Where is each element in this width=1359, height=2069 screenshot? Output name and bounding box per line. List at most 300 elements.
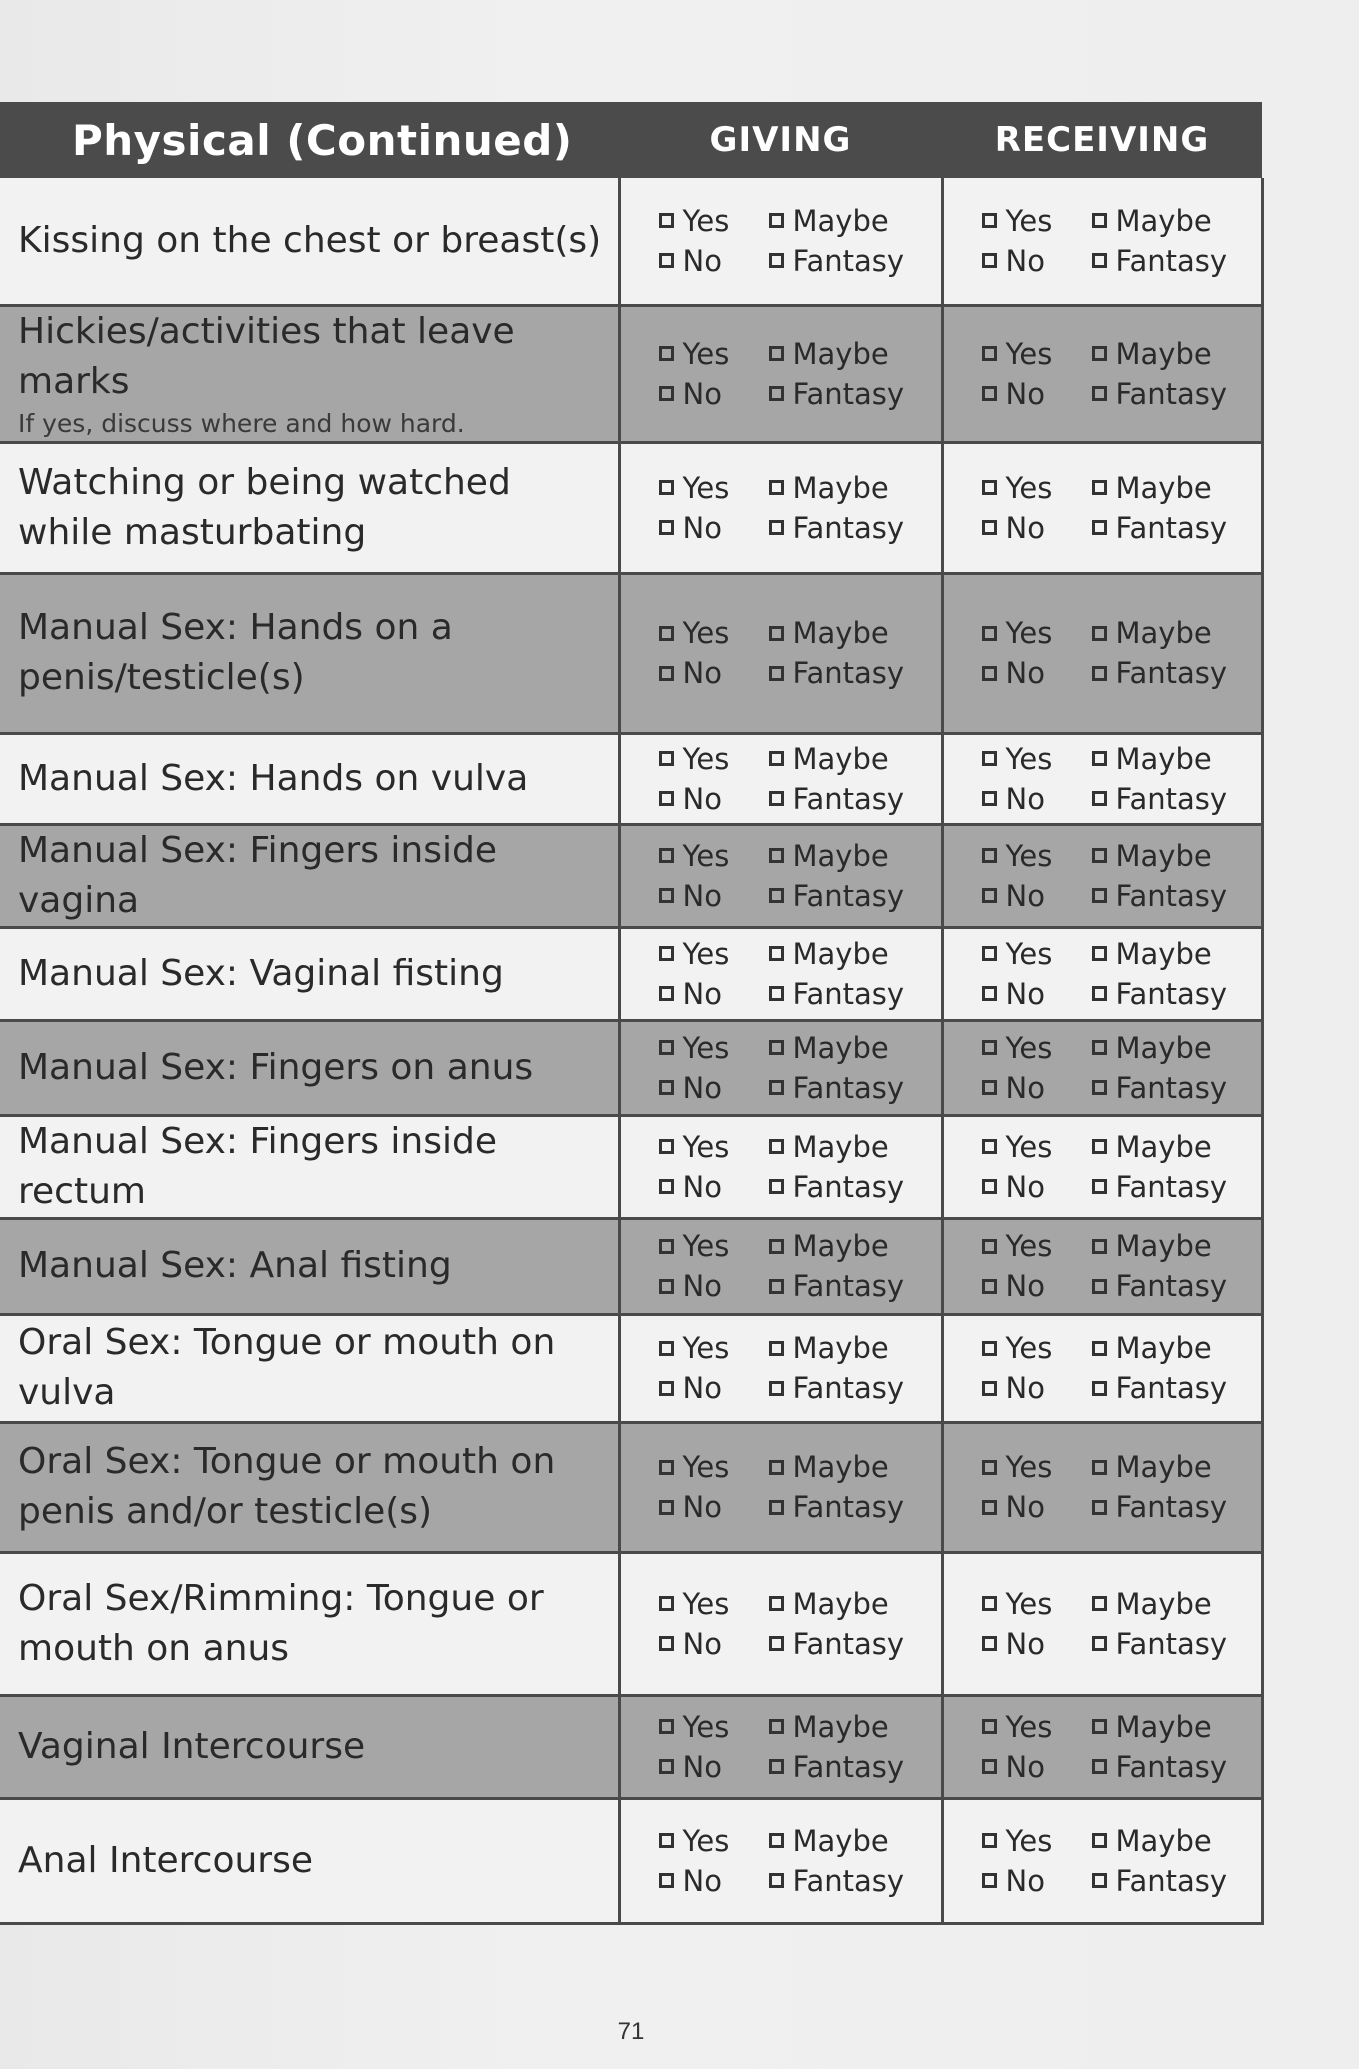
checkbox-icon[interactable] xyxy=(1092,520,1107,535)
receiving-option-fantasy[interactable] xyxy=(1092,653,1242,693)
checkbox-icon[interactable] xyxy=(1092,1719,1107,1734)
checkbox-icon[interactable] xyxy=(1092,1460,1107,1475)
checkbox-icon[interactable] xyxy=(982,386,997,401)
table-header xyxy=(0,102,1262,178)
checkbox-icon[interactable] xyxy=(1092,1381,1107,1396)
receiving-option-yes[interactable] xyxy=(982,1226,1092,1266)
receiving-option-maybe[interactable] xyxy=(1092,836,1242,876)
giving-option-maybe[interactable] xyxy=(769,1447,919,1487)
giving-option-yes[interactable] xyxy=(659,934,769,974)
checkbox-icon[interactable] xyxy=(982,1341,997,1356)
giving-option-no[interactable] xyxy=(659,974,769,1014)
giving-options xyxy=(619,1695,942,1798)
checkbox-icon[interactable] xyxy=(1092,1596,1107,1611)
checkbox-icon[interactable] xyxy=(1092,346,1107,361)
checkbox-icon[interactable] xyxy=(769,946,784,961)
receiving-option-fantasy[interactable] xyxy=(1092,1068,1242,1108)
checkbox-icon[interactable] xyxy=(1092,751,1107,766)
checkbox-icon[interactable] xyxy=(1092,848,1107,863)
giving-options xyxy=(619,573,942,733)
receiving-option-maybe[interactable] xyxy=(1092,468,1242,508)
checkbox-icon[interactable] xyxy=(982,1040,997,1055)
option-label: No xyxy=(1005,976,1045,1011)
checkbox-icon[interactable] xyxy=(769,626,784,641)
giving-options xyxy=(619,1314,942,1422)
giving-option-no[interactable] xyxy=(659,1487,769,1527)
receiving-option-fantasy[interactable] xyxy=(1092,1747,1242,1787)
option-label: Fantasy xyxy=(792,1749,905,1784)
checkbox-icon[interactable] xyxy=(982,946,997,961)
option-label: Fantasy xyxy=(792,1490,905,1524)
table-row xyxy=(0,573,1262,733)
checkbox-icon[interactable] xyxy=(982,1500,997,1515)
giving-option-yes[interactable] xyxy=(659,1707,769,1747)
option-label: Fantasy xyxy=(1115,1371,1228,1405)
checkbox-icon[interactable] xyxy=(982,1873,997,1888)
option-label: No xyxy=(1005,1863,1045,1898)
checkbox-icon[interactable] xyxy=(769,1833,784,1848)
activity-cell xyxy=(0,1314,619,1422)
checkbox-icon[interactable] xyxy=(659,1080,674,1095)
giving-option-maybe[interactable] xyxy=(769,1328,919,1368)
checkbox-icon[interactable] xyxy=(1092,1279,1107,1294)
receiving-option-fantasy[interactable] xyxy=(1092,1368,1242,1408)
checkbox-icon[interactable] xyxy=(769,386,784,401)
receiving-option-maybe[interactable] xyxy=(1092,1707,1242,1747)
receiving-option-no[interactable] xyxy=(982,876,1092,916)
checkbox-icon[interactable] xyxy=(982,1080,997,1095)
activity-cell xyxy=(0,1422,619,1552)
receiving-options xyxy=(942,1422,1262,1552)
checkbox-icon[interactable] xyxy=(769,791,784,806)
option-label: Yes xyxy=(682,1450,730,1484)
receiving-option-maybe[interactable] xyxy=(1092,201,1242,241)
receiving-option-fantasy[interactable] xyxy=(1092,1861,1242,1901)
checkbox-icon[interactable] xyxy=(659,213,674,228)
checkbox-icon[interactable] xyxy=(982,480,997,495)
checkbox-icon[interactable] xyxy=(982,848,997,863)
checkbox-icon[interactable] xyxy=(982,1239,997,1254)
giving-option-yes[interactable] xyxy=(659,468,769,508)
checkbox-icon[interactable] xyxy=(769,1719,784,1734)
checkbox-icon[interactable] xyxy=(659,1040,674,1055)
receiving-option-yes[interactable] xyxy=(982,468,1092,508)
receiving-option-grid xyxy=(944,1226,1261,1306)
giving-option-fantasy[interactable] xyxy=(769,1266,919,1306)
giving-option-maybe[interactable] xyxy=(769,934,919,974)
option-label: Fantasy xyxy=(792,1169,905,1204)
checkbox-icon[interactable] xyxy=(982,1279,997,1294)
checkbox-icon[interactable] xyxy=(659,1759,674,1774)
checkbox-icon[interactable] xyxy=(769,888,784,903)
giving-option-no[interactable] xyxy=(659,779,769,819)
table-row xyxy=(0,1552,1262,1695)
checkbox-icon[interactable] xyxy=(659,1239,674,1254)
activity-cell xyxy=(0,824,619,927)
checkbox-icon[interactable] xyxy=(769,213,784,228)
receiving-option-maybe[interactable] xyxy=(1092,934,1242,974)
checkbox-icon[interactable] xyxy=(1092,1500,1107,1515)
receiving-option-maybe[interactable] xyxy=(1092,1226,1242,1266)
giving-option-grid xyxy=(621,1028,941,1108)
option-label: No xyxy=(1005,376,1045,411)
option-label: Maybe xyxy=(792,1331,889,1365)
option-label: Yes xyxy=(682,1331,730,1365)
checkbox-icon[interactable] xyxy=(1092,480,1107,495)
activity-cell xyxy=(0,1552,619,1695)
giving-option-yes[interactable] xyxy=(659,613,769,653)
checkbox-icon[interactable] xyxy=(982,666,997,681)
receiving-header: RECEIVING xyxy=(942,102,1262,178)
checkbox-icon[interactable] xyxy=(769,1636,784,1651)
checkbox-icon[interactable] xyxy=(769,1596,784,1611)
giving-option-no[interactable] xyxy=(659,241,769,281)
option-label: Fantasy xyxy=(792,1371,905,1405)
giving-option-yes[interactable] xyxy=(659,1584,769,1624)
checkbox-icon[interactable] xyxy=(769,986,784,1001)
giving-option-fantasy[interactable] xyxy=(769,1167,919,1207)
checkbox-icon[interactable] xyxy=(1092,888,1107,903)
receiving-option-no[interactable] xyxy=(982,241,1092,281)
giving-option-yes[interactable] xyxy=(659,334,769,374)
option-label: Fantasy xyxy=(792,1070,905,1105)
giving-option-yes[interactable] xyxy=(659,739,769,779)
checkbox-icon[interactable] xyxy=(769,848,784,863)
checkbox-icon[interactable] xyxy=(1092,1341,1107,1356)
giving-option-no[interactable] xyxy=(659,876,769,916)
option-label: No xyxy=(682,243,722,278)
option-label: No xyxy=(682,376,722,411)
option-label: No xyxy=(682,1626,722,1661)
option-label: Fantasy xyxy=(1115,376,1228,411)
giving-option-yes[interactable] xyxy=(659,1028,769,1068)
receiving-option-yes[interactable] xyxy=(982,739,1092,779)
checkbox-icon[interactable] xyxy=(982,1139,997,1154)
receiving-option-maybe[interactable] xyxy=(1092,1328,1242,1368)
option-label: No xyxy=(682,1269,722,1303)
receiving-option-no[interactable] xyxy=(982,1068,1092,1108)
giving-option-maybe[interactable] xyxy=(769,836,919,876)
receiving-option-maybe[interactable] xyxy=(1092,1127,1242,1167)
checkbox-icon[interactable] xyxy=(1092,1636,1107,1651)
checkbox-icon[interactable] xyxy=(659,520,674,535)
checkbox-icon[interactable] xyxy=(659,1719,674,1734)
checkbox-icon[interactable] xyxy=(1092,213,1107,228)
checkbox-icon[interactable] xyxy=(982,346,997,361)
checkbox-icon[interactable] xyxy=(769,1759,784,1774)
receiving-option-yes[interactable] xyxy=(982,1584,1092,1624)
checkbox-icon[interactable] xyxy=(1092,946,1107,961)
giving-option-no[interactable] xyxy=(659,1068,769,1108)
checkbox-icon[interactable] xyxy=(1092,253,1107,268)
checkbox-icon[interactable] xyxy=(982,626,997,641)
receiving-option-yes[interactable] xyxy=(982,613,1092,653)
checkbox-icon[interactable] xyxy=(982,1636,997,1651)
checkbox-icon[interactable] xyxy=(769,253,784,268)
giving-option-fantasy[interactable] xyxy=(769,653,919,693)
receiving-option-maybe[interactable] xyxy=(1092,1028,1242,1068)
checkbox-icon[interactable] xyxy=(659,1179,674,1194)
giving-option-fantasy[interactable] xyxy=(769,1861,919,1901)
giving-option-no[interactable] xyxy=(659,1167,769,1207)
receiving-option-fantasy[interactable] xyxy=(1092,241,1242,281)
checkbox-icon[interactable] xyxy=(659,1873,674,1888)
checkbox-icon[interactable] xyxy=(982,520,997,535)
receiving-option-fantasy[interactable] xyxy=(1092,1487,1242,1527)
checkbox-icon[interactable] xyxy=(769,1080,784,1095)
checkbox-icon[interactable] xyxy=(659,751,674,766)
option-label: No xyxy=(1005,510,1045,545)
giving-option-maybe[interactable] xyxy=(769,1226,919,1266)
checkbox-icon[interactable] xyxy=(769,1381,784,1396)
giving-option-fantasy[interactable] xyxy=(769,876,919,916)
receiving-option-yes[interactable] xyxy=(982,1328,1092,1368)
giving-option-maybe[interactable] xyxy=(769,1127,919,1167)
option-label: No xyxy=(682,1490,722,1524)
checkbox-icon[interactable] xyxy=(982,1759,997,1774)
checkbox-icon[interactable] xyxy=(1092,386,1107,401)
receiving-option-no[interactable] xyxy=(982,1487,1092,1527)
option-label: Maybe xyxy=(1115,1331,1212,1365)
checkbox-icon[interactable] xyxy=(982,791,997,806)
receiving-option-no[interactable] xyxy=(982,1624,1092,1664)
checkbox-icon[interactable] xyxy=(982,1179,997,1194)
giving-option-fantasy[interactable] xyxy=(769,779,919,819)
checkbox-icon[interactable] xyxy=(1092,1873,1107,1888)
checkbox-icon[interactable] xyxy=(769,1341,784,1356)
giving-option-fantasy[interactable] xyxy=(769,1068,919,1108)
giving-option-yes[interactable] xyxy=(659,836,769,876)
giving-option-fantasy[interactable] xyxy=(769,1624,919,1664)
checkbox-icon[interactable] xyxy=(659,888,674,903)
receiving-option-no[interactable] xyxy=(982,779,1092,819)
checkbox-icon[interactable] xyxy=(659,1636,674,1651)
option-label: Yes xyxy=(682,1129,730,1164)
option-label: No xyxy=(682,1749,722,1784)
option-label: Fantasy xyxy=(1115,781,1228,816)
option-label: Yes xyxy=(682,936,730,971)
checkbox-icon[interactable] xyxy=(1092,666,1107,681)
giving-option-maybe[interactable] xyxy=(769,1821,919,1861)
giving-option-no[interactable] xyxy=(659,1747,769,1787)
checkbox-icon[interactable] xyxy=(769,751,784,766)
receiving-option-no[interactable] xyxy=(982,1266,1092,1306)
checkbox-icon[interactable] xyxy=(769,520,784,535)
giving-option-maybe[interactable] xyxy=(769,613,919,653)
receiving-option-no[interactable] xyxy=(982,1747,1092,1787)
option-label: Yes xyxy=(1005,470,1053,505)
receiving-option-no[interactable] xyxy=(982,1368,1092,1408)
checkbox-icon[interactable] xyxy=(769,1873,784,1888)
receiving-option-yes[interactable] xyxy=(982,934,1092,974)
checkbox-icon[interactable] xyxy=(769,666,784,681)
giving-option-no[interactable] xyxy=(659,1861,769,1901)
checkbox-icon[interactable] xyxy=(982,253,997,268)
giving-option-fantasy[interactable] xyxy=(769,1487,919,1527)
checkbox-icon[interactable] xyxy=(659,253,674,268)
option-label: Maybe xyxy=(792,470,889,505)
checkbox-icon[interactable] xyxy=(1092,626,1107,641)
checkbox-icon[interactable] xyxy=(769,1139,784,1154)
checkbox-icon[interactable] xyxy=(1092,1040,1107,1055)
receiving-option-maybe[interactable] xyxy=(1092,739,1242,779)
receiving-option-no[interactable] xyxy=(982,374,1092,414)
receiving-option-fantasy[interactable] xyxy=(1092,508,1242,548)
checkbox-icon[interactable] xyxy=(1092,1759,1107,1774)
receiving-option-no[interactable] xyxy=(982,508,1092,548)
receiving-option-yes[interactable] xyxy=(982,836,1092,876)
giving-option-yes[interactable] xyxy=(659,1226,769,1266)
checkbox-icon[interactable] xyxy=(659,626,674,641)
checkbox-icon[interactable] xyxy=(659,986,674,1001)
receiving-option-yes[interactable] xyxy=(982,1127,1092,1167)
giving-option-fantasy[interactable] xyxy=(769,241,919,281)
giving-option-maybe[interactable] xyxy=(769,334,919,374)
giving-option-fantasy[interactable] xyxy=(769,374,919,414)
giving-option-maybe[interactable] xyxy=(769,201,919,241)
checkbox-icon[interactable] xyxy=(659,1833,674,1848)
giving-option-yes[interactable] xyxy=(659,1821,769,1861)
giving-option-no[interactable] xyxy=(659,1368,769,1408)
giving-option-maybe[interactable] xyxy=(769,1707,919,1747)
checkbox-icon[interactable] xyxy=(1092,791,1107,806)
checkbox-icon[interactable] xyxy=(659,480,674,495)
checkbox-icon[interactable] xyxy=(1092,1239,1107,1254)
receiving-option-fantasy[interactable] xyxy=(1092,1266,1242,1306)
checkbox-icon[interactable] xyxy=(1092,1139,1107,1154)
giving-option-maybe[interactable] xyxy=(769,1028,919,1068)
option-label: Maybe xyxy=(792,936,889,971)
giving-option-no[interactable] xyxy=(659,1266,769,1306)
receiving-option-no[interactable] xyxy=(982,1167,1092,1207)
giving-option-fantasy[interactable] xyxy=(769,1368,919,1408)
checkbox-icon[interactable] xyxy=(769,1460,784,1475)
receiving-option-fantasy[interactable] xyxy=(1092,1624,1242,1664)
giving-option-grid xyxy=(621,1821,941,1901)
option-label: Yes xyxy=(682,741,730,776)
option-label: Yes xyxy=(1005,1709,1053,1744)
checkbox-icon[interactable] xyxy=(769,1040,784,1055)
receiving-option-yes[interactable] xyxy=(982,1447,1092,1487)
receiving-option-fantasy[interactable] xyxy=(1092,1167,1242,1207)
checkbox-icon[interactable] xyxy=(659,791,674,806)
activity-cell xyxy=(0,178,619,305)
giving-option-maybe[interactable] xyxy=(769,468,919,508)
checkbox-icon[interactable] xyxy=(659,1381,674,1396)
receiving-option-maybe[interactable] xyxy=(1092,613,1242,653)
checkbox-icon[interactable] xyxy=(659,1596,674,1611)
checkbox-icon[interactable] xyxy=(659,848,674,863)
activity-note: If yes, discuss where and how hard. xyxy=(18,408,465,438)
checkbox-icon[interactable] xyxy=(982,1460,997,1475)
option-label: Fantasy xyxy=(1115,976,1228,1011)
receiving-option-fantasy[interactable] xyxy=(1092,779,1242,819)
table-row xyxy=(0,1695,1262,1798)
option-label: Yes xyxy=(1005,1450,1053,1484)
checkbox-icon[interactable] xyxy=(659,1341,674,1356)
option-label: Fantasy xyxy=(1115,1169,1228,1204)
activity-cell xyxy=(0,733,619,824)
checkbox-icon[interactable] xyxy=(659,346,674,361)
checkbox-icon[interactable] xyxy=(659,1460,674,1475)
giving-option-fantasy[interactable] xyxy=(769,974,919,1014)
receiving-option-fantasy[interactable] xyxy=(1092,876,1242,916)
checkbox-icon[interactable] xyxy=(769,346,784,361)
receiving-option-maybe[interactable] xyxy=(1092,1447,1242,1487)
giving-option-no[interactable] xyxy=(659,508,769,548)
receiving-option-grid xyxy=(944,1447,1261,1527)
giving-option-grid xyxy=(621,1127,941,1207)
receiving-option-yes[interactable] xyxy=(982,1821,1092,1861)
receiving-option-no[interactable] xyxy=(982,974,1092,1014)
giving-option-fantasy[interactable] xyxy=(769,1747,919,1787)
checkbox-icon[interactable] xyxy=(982,213,997,228)
receiving-option-yes[interactable] xyxy=(982,334,1092,374)
checkbox-icon[interactable] xyxy=(769,1500,784,1515)
checkbox-icon[interactable] xyxy=(659,1279,674,1294)
checkbox-icon[interactable] xyxy=(769,1279,784,1294)
receiving-option-maybe[interactable] xyxy=(1092,1584,1242,1624)
option-label: Yes xyxy=(682,336,730,371)
checkbox-icon[interactable] xyxy=(982,1833,997,1848)
checkbox-icon[interactable] xyxy=(1092,1080,1107,1095)
giving-option-maybe[interactable] xyxy=(769,1584,919,1624)
receiving-option-yes[interactable] xyxy=(982,201,1092,241)
checkbox-icon[interactable] xyxy=(769,1179,784,1194)
checkbox-icon[interactable] xyxy=(982,1381,997,1396)
giving-option-yes[interactable] xyxy=(659,201,769,241)
receiving-option-maybe[interactable] xyxy=(1092,1821,1242,1861)
checkbox-icon[interactable] xyxy=(982,986,997,1001)
checkbox-icon[interactable] xyxy=(1092,1833,1107,1848)
giving-option-maybe[interactable] xyxy=(769,739,919,779)
receiving-option-fantasy[interactable] xyxy=(1092,374,1242,414)
giving-option-no[interactable] xyxy=(659,653,769,693)
checkbox-icon[interactable] xyxy=(659,1500,674,1515)
checkbox-icon[interactable] xyxy=(1092,1179,1107,1194)
receiving-option-yes[interactable] xyxy=(982,1707,1092,1747)
giving-option-yes[interactable] xyxy=(659,1447,769,1487)
giving-option-no[interactable] xyxy=(659,374,769,414)
checkbox-icon[interactable] xyxy=(982,888,997,903)
giving-option-no[interactable] xyxy=(659,1624,769,1664)
receiving-option-fantasy[interactable] xyxy=(1092,974,1242,1014)
checkbox-icon[interactable] xyxy=(659,666,674,681)
giving-option-yes[interactable] xyxy=(659,1328,769,1368)
receiving-option-yes[interactable] xyxy=(982,1028,1092,1068)
giving-option-grid xyxy=(621,739,941,819)
checkbox-icon[interactable] xyxy=(982,1719,997,1734)
checkbox-icon[interactable] xyxy=(769,480,784,495)
checkbox-icon[interactable] xyxy=(769,1239,784,1254)
option-label: Fantasy xyxy=(1115,878,1228,913)
receiving-option-no[interactable] xyxy=(982,1861,1092,1901)
activity-label: Manual Sex: Anal fisting xyxy=(18,1245,452,1286)
giving-option-yes[interactable] xyxy=(659,1127,769,1167)
option-label: Maybe xyxy=(1115,1229,1212,1263)
checkbox-icon[interactable] xyxy=(659,1139,674,1154)
giving-option-fantasy[interactable] xyxy=(769,508,919,548)
receiving-option-maybe[interactable] xyxy=(1092,334,1242,374)
checkbox-icon[interactable] xyxy=(982,751,997,766)
checkbox-icon[interactable] xyxy=(659,946,674,961)
checkbox-icon[interactable] xyxy=(1092,986,1107,1001)
checkbox-icon[interactable] xyxy=(659,386,674,401)
receiving-option-no[interactable] xyxy=(982,653,1092,693)
option-label: Maybe xyxy=(1115,1586,1212,1621)
checkbox-icon[interactable] xyxy=(982,1596,997,1611)
activity-label: Oral Sex/Rimming: Tongue or mouth on anus xyxy=(18,1577,544,1669)
